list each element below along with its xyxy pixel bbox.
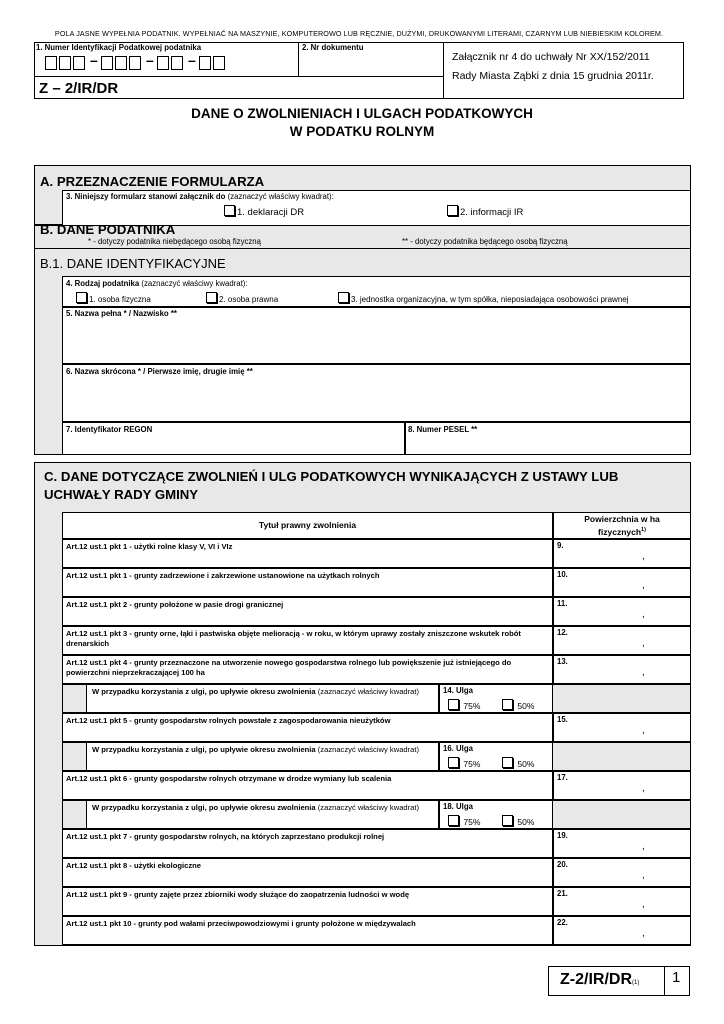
exemption-title: Art.12 ust.1 pkt 9 - grunty zajęte przez zbiorniki wody służące do zaopatrzenia ludności w wodę [66, 890, 410, 899]
exemption-title: Art.12 ust.1 pkt 8 - użytki ekologiczne [66, 861, 202, 870]
checkbox[interactable] [448, 815, 459, 826]
option-relief-50[interactable] [502, 699, 534, 711]
exemption-title: Art.12 ust.1 pkt 1 - grunty zadrzewione i zakrzewione ustanowione na użytkach rolnych [66, 571, 380, 580]
field-number: 21. [557, 889, 568, 898]
area-input[interactable] [553, 858, 691, 887]
annex-line-1: Załącznik nr 4 do uchwały Nr XX/152/2011 [452, 51, 650, 63]
option-relief-50[interactable] [502, 815, 534, 827]
field-6-label: 6. Nazwa skrócona * / Pierwsze imię, drugie imię ** [66, 367, 253, 376]
option-relief-75[interactable] [448, 757, 480, 769]
area-input[interactable] [553, 539, 691, 568]
doc-number-field[interactable] [300, 54, 440, 74]
relief-label: 14. Ulga [443, 686, 473, 695]
checkbox[interactable] [76, 292, 87, 303]
footer-code-text: Z-2/IR/DR [560, 971, 632, 988]
footer-code-sup: (1) [632, 980, 640, 986]
option-label: 1. deklaracji DR [237, 207, 305, 218]
field-8-label: 8. Numer PESEL ** [408, 425, 478, 434]
note-non-natural-person: * - dotyczy podatnika niebędącego osobą fizyczną [88, 237, 261, 246]
field-4-hint: (zaznaczyć właściwy kwadrat): [141, 279, 248, 288]
field-number: 15. [557, 715, 568, 724]
annex-line-2: Rady Miasta Ząbki z dnia 15 grudnia 2011r. [452, 70, 654, 82]
column-header-area-text [553, 514, 691, 538]
field-number: 13. [557, 657, 568, 666]
field-number: 22. [557, 918, 568, 927]
area-input[interactable] [553, 771, 691, 800]
section-a-title: A. PRZEZNACZENIE FORMULARZA [40, 174, 265, 189]
option-label: 75% [463, 701, 481, 711]
field-4-label: 4. Rodzaj podatnika [66, 279, 140, 288]
decimal-comma: , [642, 551, 645, 562]
annex-info [452, 48, 654, 86]
exemption-title: Art.12 ust.1 pkt 3 - grunty orne, łąki i pastwiska objęte melioracją - w roku, w którym uprawy zostały zniszczone wskutek robót drenarskich [66, 629, 521, 648]
exemption-title: Art.12 ust.1 pkt 1 - użytki rolne klasy V, VI i VIz [66, 542, 233, 551]
decimal-comma: , [642, 725, 645, 736]
decimal-comma: , [642, 841, 645, 852]
decimal-comma: , [642, 870, 645, 881]
checkbox[interactable] [448, 699, 459, 710]
field-number: 20. [557, 860, 568, 869]
option-label: 50% [517, 817, 535, 827]
option-label: 75% [463, 759, 481, 769]
checkbox[interactable] [502, 815, 513, 826]
decimal-comma: , [642, 899, 645, 910]
option-label: 2. osoba prawna [219, 295, 279, 304]
field-number: 12. [557, 628, 568, 637]
option-relief-75[interactable] [448, 815, 480, 827]
checkbox[interactable] [448, 757, 459, 768]
page-title [0, 105, 724, 141]
area-input[interactable] [553, 916, 691, 945]
option-label: 3. jednostka organizacyjna, w tym spółka, nieposiadająca osobowości prawnej [351, 295, 629, 304]
checkbox[interactable] [502, 699, 513, 710]
footer-form-code [560, 971, 639, 989]
page-number: 1 [672, 969, 681, 986]
area-input[interactable] [553, 887, 691, 916]
title-line-1: DANE O ZWOLNIENIACH I ULGACH PODATKOWYCH [191, 106, 533, 121]
checkbox[interactable] [224, 205, 235, 216]
relief-label: 18. Ulga [443, 802, 473, 811]
checkbox[interactable] [502, 757, 513, 768]
option-label: 50% [517, 701, 535, 711]
exemption-title: Art.12 ust.1 pkt 5 - grunty gospodarstw rolnych powstałe z zagospodarowania nieużytków [66, 716, 391, 725]
relief-text: W przypadku korzystania z ulgi, po upływie okresu zwolnienia (zaznaczyć właściwy kwadrat) [92, 803, 420, 812]
instruction-note: POLA JASNE WYPEŁNIA PODATNIK. WYPEŁNIAĆ NA MASZYNIE, KOMPUTEROWO LUB RĘCZNIE, DUŻYMI, DRUKOWANYMI LITERAMI, CZARNYM LUB NIEBIESKIM KOLOREM. [54, 29, 664, 38]
decimal-comma: , [642, 783, 645, 794]
section-b-title: B. DANE PODATNIKA [40, 222, 176, 237]
decimal-comma: , [642, 580, 645, 591]
area-input[interactable] [553, 597, 691, 626]
field-5-label: 5. Nazwa pełna * / Nazwisko ** [66, 309, 177, 318]
nip-label: 1. Numer Identyfikacji Podatkowej podatnika [36, 43, 202, 52]
section-c-title-line-2: UCHWAŁY RADY GMINY [44, 487, 199, 502]
area-header-line-2: fizycznych [598, 526, 642, 537]
option-relief-50[interactable] [502, 757, 534, 769]
field-number: 9. [557, 541, 564, 550]
area-input[interactable] [553, 829, 691, 858]
relief-label: 16. Ulga [443, 744, 473, 753]
area-input[interactable] [553, 626, 691, 655]
exemption-title: Art.12 ust.1 pkt 7 - grunty gospodarstw rolnych, na których zaprzestano produkcji rolnej [66, 832, 385, 841]
exemption-title: Art.12 ust.1 pkt 4 - grunty przeznaczone na utworzenie nowego gospodarstwa rolnego lub powiększenie już istniejącego do powierzchni nieprzekraczającej 100 ha [66, 658, 512, 677]
exemption-title: Art.12 ust.1 pkt 2 - grunty położone w pasie drogi granicznej [66, 600, 284, 609]
exemption-title: Art.12 ust.1 pkt 10 - grunty pod wałami przeciwpowodziowymi i grunty położone w międzywalach [66, 919, 416, 928]
column-header-legal-title-text: Tytuł prawny zwolnienia [258, 520, 357, 530]
relief-text: W przypadku korzystania z ulgi, po upływie okresu zwolnienia (zaznaczyć właściwy kwadrat) [92, 687, 420, 696]
option-legal-person[interactable] [206, 292, 278, 304]
option-label: 1. osoba fizyczna [89, 295, 151, 304]
field-3-hint: (zaznaczyć właściwy kwadrat): [227, 192, 334, 201]
doc-number-label: 2. Nr dokumentu [302, 43, 364, 52]
area-input[interactable] [553, 655, 691, 684]
option-label: 75% [463, 817, 481, 827]
area-input[interactable] [553, 713, 691, 742]
field-3-label: 3. Niniejszy formularz stanowi załącznik do [66, 192, 226, 201]
field-number: 10. [557, 570, 568, 579]
area-header-line-1: Powierzchnia w ha [584, 514, 660, 524]
field-7-label: 7. Identyfikator REGON [66, 425, 153, 434]
decimal-comma: , [642, 667, 645, 678]
relief-text: W przypadku korzystania z ulgi, po upływie okresu zwolnienia (zaznaczyć właściwy kwadrat) [92, 745, 420, 754]
section-c-title-line-1: C. DANE DOTYCZĄCE ZWOLNIEŃ I ULG PODATKOWYCH WYNIKAJĄCYCH Z USTAWY LUB [44, 469, 619, 484]
checkbox[interactable] [206, 292, 217, 303]
option-relief-75[interactable] [448, 699, 480, 711]
decimal-comma: , [642, 609, 645, 620]
form-code: Z – 2/IR/DR [39, 80, 119, 97]
checkbox[interactable] [447, 205, 458, 216]
section-c-title [44, 468, 618, 504]
footnote-ref: 1) [641, 527, 646, 533]
field-number: 19. [557, 831, 568, 840]
field-number: 17. [557, 773, 568, 782]
title-line-2: W PODATKU ROLNYM [289, 124, 435, 139]
option-natural-person[interactable] [76, 292, 151, 304]
decimal-comma: , [642, 638, 645, 649]
checkbox[interactable] [338, 292, 349, 303]
exemption-title: Art.12 ust.1 pkt 6 - grunty gospodarstw rolnych otrzymane w drodze wymiany lub scalenia [66, 774, 392, 783]
area-input[interactable] [553, 568, 691, 597]
option-information-ir[interactable] [447, 205, 523, 218]
option-label: 2. informacji IR [460, 207, 524, 218]
section-b1-title: B.1. DANE IDENTYFIKACYJNE [40, 256, 226, 271]
note-natural-person: ** - dotyczy podatnika będącego osobą fizyczną [402, 237, 568, 246]
option-declaration-dr[interactable] [224, 205, 304, 218]
option-label: 50% [517, 759, 535, 769]
option-organizational-unit[interactable] [338, 292, 629, 304]
field-number: 11. [557, 599, 568, 608]
decimal-comma: , [642, 928, 645, 939]
